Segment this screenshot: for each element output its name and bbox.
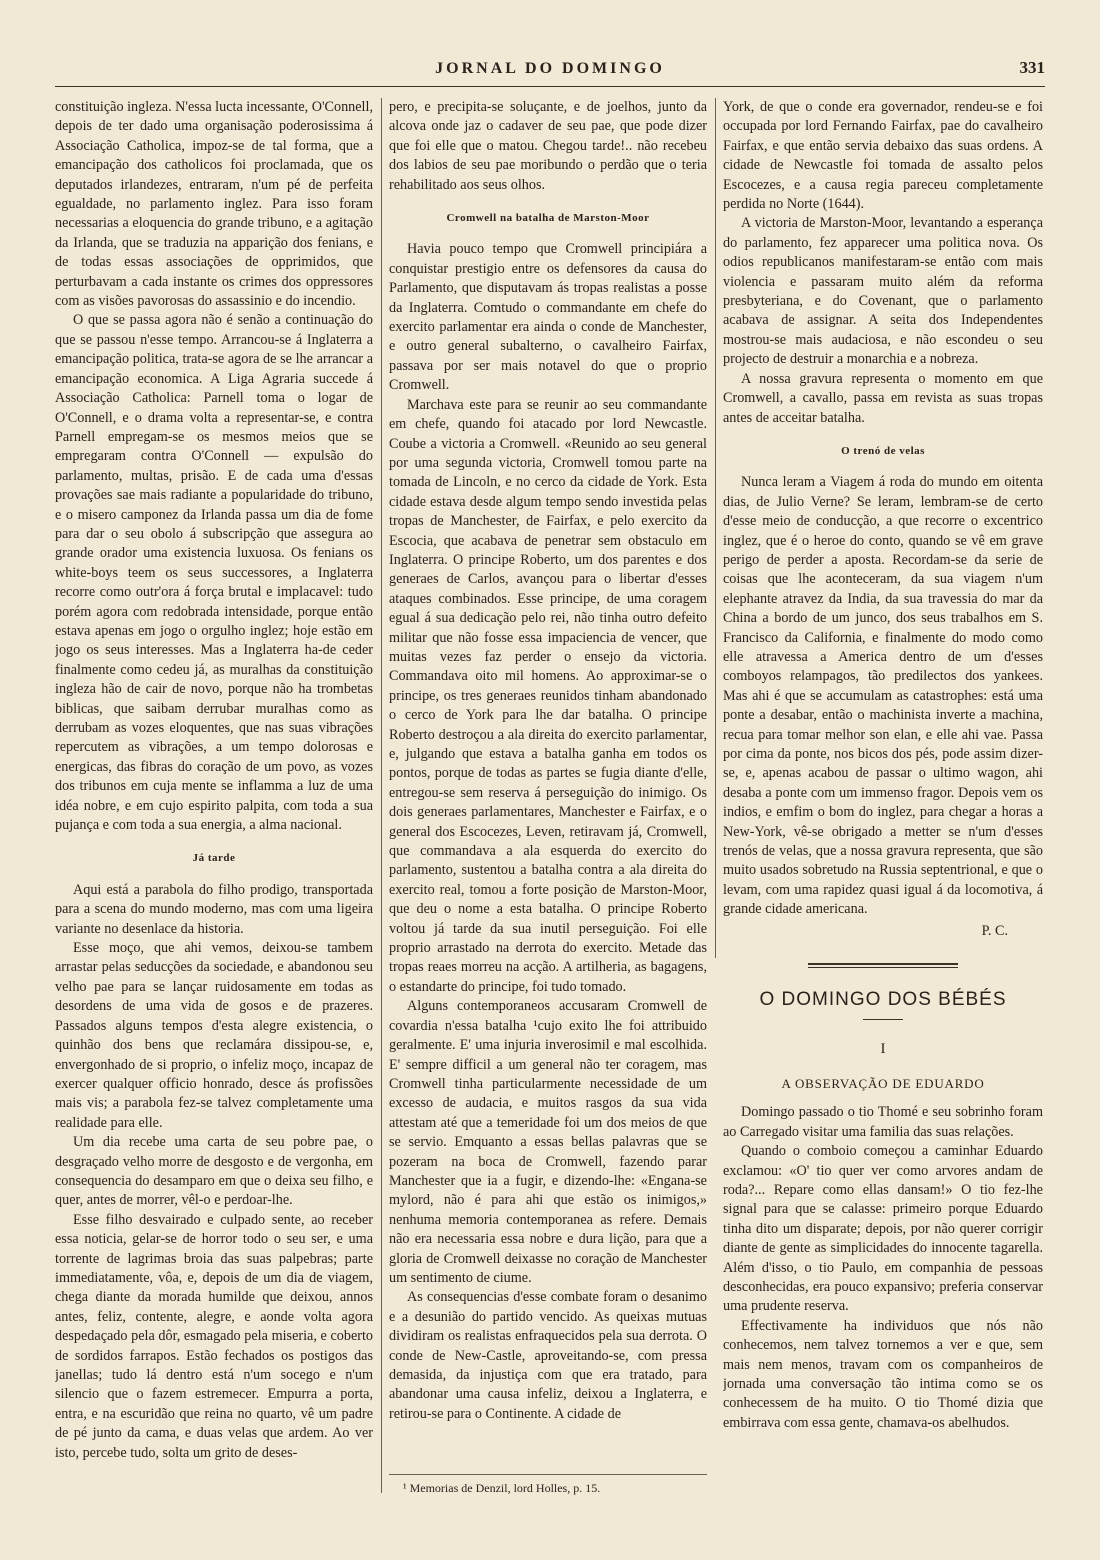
section-divider: [808, 963, 958, 968]
column-2: [389, 98, 707, 1530]
paragraph: Esse filho desvairado e culpado sente, ao receber essa noticia, gelar-se de horror todo o seu ser, e uma torrente de lagrimas broia das suas palpebras; parte immediatamente, vôa, e, depois de um dia de viagem, chega diante da morada humilde que deixou, annos antes, feliz, contente, alegre, e aonde volta agora despedaçado pela dôr, esmagado pela miseria, e coberto de sordidos farrapos. Estão fechados os postigos das janellas; tudo lá dentro está n'um socego e n'um silencio que o fazem estremecer. Empurra a porta, entra, e na escuridão que reina no quarto, vê um padre de pé junto da cama, e duas velas que ardem. Ao ver isto, percebe tudo, solta um grito de deses-: [55, 1211, 373, 1461]
paragraph: A victoria de Marston-Moor, levantando a esperança do parlamento, fez apparecer uma politica nova. Os odios republicanos manifestaram-se então com mais violencia e passaram muito além da reforma presbyteriana, e do Covenant, que o parlamento acabava de assignar. A seita dos Independentes mostrou-se mais audaciosa, e não escondeu o seu projecto de destruir a monarchia e a nobreza.: [723, 215, 1043, 368]
column-1: [55, 98, 373, 1530]
subsection-title: A OBSERVAÇÃO DE EDUARDO: [781, 1075, 985, 1091]
paragraph: Esse moço, que ahi vemos, deixou-se tambem arrastar pelas seducções da sociedade, e abandonou seu velho pae para se lançar ruidosamente em todas as desordens de uma vida de gosos e de prazeres. Passados alguns tempos d'esta alegre existencia, o quinhão dos bens que reclamára dissipou-se, e, envergonhado de si proprio, o infeliz moço, incapaz de exercer qualquer officio honrado, desce ás profissões mais vis; a parabola fez-se talvez completamente uma realidade para elle.: [55, 940, 373, 1131]
column-rule: [381, 98, 382, 1493]
paragraph: Marchava este para se reunir ao seu commandante em chefe, quando foi atacado por lord Newcastle. Coube a victoria a Cromwell. «Reunido ao seu general por uma segunda victoria, Cromwell tomou parte na tomada de Lincoln, e no cerco da cidade de York. Esta cidade estava desde algum tempo sendo investida pelas tropas de Manchester, de Fairfax, e pelo exercito da Escocia, que acabava de penetrar sem obstaculo em Inglaterra. O principe Roberto, um dos parentes e dos generaes de Carlos, avançou para o libertar d'esses ataques combinados. Esse principe, de uma coragem egual á sua dedicação pelo rei, não tinha outro defeito militar que não fosse essa impaciencia de vencer, que muitas vezes faz perder o ensejo da victoria. Commandava oito mil homens. Ao approximar-se o principe, os tres generaes reunidos tinham abandonado o cerco de York para lhe dar batalha. O principe Roberto destroçou a ala direita do exercito parlamentar, e, julgando que estava a batalha ganha em todos os pontos, porque de todas as partes se fugia diante d'elle, entregou-se sem reserva á perseguição do inimigo. Os dois generaes parlamentares, Manchester e Fairfax, e o general dos Escocezes, Leven, retiravam já, Cromwell, que commandava a ala esquerda do exercito do parlamento, sustentou a batalha contra a ala direita do exercito real, tomou a forte posição de Marston-Moor, que deu o nome a esta batalha. O principe Roberto voltou já tarde da sua inutil perseguição. Foi elle proprio arrastado na derrota do exercito. Metade das tropas reaes morreu na acção. A artilheria, as bagagens, o estandarte do principe, foi tudo tomado.: [389, 396, 707, 995]
paragraph: Effectivamente ha individuos que nós não conhecemos, nem talvez tornemos a ver e que, sem mais nem menos, travam com os companheiros de jornada uma conversação tão intima como se os conhecessem de ha muito. O tio Thomé dizia que embirrava com essa gente, chamava-os abelhudos.: [723, 1317, 1043, 1431]
paragraph: York, de que o conde era governador, rendeu-se e foi occupada por lord Fernando Fairfax, pae do cavalheiro Fairfax, e que então servia debaixo das suas ordens. A cidade de Newcastle foi tomada de assalto pelos Escocezes, e a causa regia pareceu completamente perdida no Norte (1644).: [723, 99, 1043, 213]
paragraph: constituição ingleza. N'essa lucta incessante, O'Connell, depois de ter dado uma organisação poderosissima á Associação Catholica, impoz-se de tal forma, que a emancipação dos catholicos foi proclamada, que os deputados irlandezes, entraram, n'um pé de perfeita egualdade, no parlamento inglez. Para isso foram necessarias a eloquencia do grande tribuno, e a agitação da Irlanda, que se traduzia na apparição dos fenians, e de todas essas associações de opprimidos, que perturbavam a cada instante os crimes dos oppressores com as visões pavorosas do assassinio e do incendio.: [55, 99, 373, 310]
article-heading-ja-tarde: Já tarde: [192, 852, 236, 865]
article-heading-treno: O trenó de velas: [841, 444, 925, 457]
footnote: ¹ Memorias de Denzil, lord Holles, p. 15.: [389, 1474, 707, 1496]
paragraph: pero, e precipita-se soluçante, e de joelhos, junto da alcova onde jaz o cadaver de seu pae, que pode dizer que foi elle que o matou. Chegou tarde!.. não recebeu dos labios de seu pae moribundo o perdão que o teria rehabilitado aos seus olhos.: [389, 99, 707, 193]
paragraph: As consequencias d'esse combate foram o desanimo e a desunião do partido vencido. As queixas mutuas dividiram os realistas enfraquecidos pela sua derrota. O conde de New-Castle, aproveitando-se, com pressa demasida, da injustiça com que era tratado, para abandonar uma causa infeliz, deixou a Inglaterra, e retirou-se para o Continente. A cidade de: [389, 1289, 707, 1422]
signature: P. C.: [981, 922, 1008, 939]
column-3: [723, 98, 1043, 1530]
paragraph: A nossa gravura representa o momento em que Cromwell, a cavallo, passa em revista as suas tropas antes de acceitar batalha.: [723, 370, 1043, 426]
paragraph: Havia pouco tempo que Cromwell principiára a conquistar prestigio entre os defensores da causa do Parlamento, que disputavam ás tropas realistas a posse da Inglaterra. Comtudo o commandante em chefe do exercito parlamentar era ainda o conde de Manchester, e outro general subalterno, o cavalheiro Fairfax, passava por ser mais notavel do que o proprio Cromwell.: [389, 241, 707, 394]
column-rule: [715, 98, 716, 958]
paragraph: Aqui está a parabola do filho prodigo, transportada para a scena do mundo moderno, mas com uma ligeira variante no desenlace da historia.: [55, 881, 373, 937]
paragraph: O que se passa agora não é senão a continuação do que se passou n'esse tempo. Arrancou-se á Inglaterra a emancipação politica, trata-se agora de se lhe arrancar a emancipação economica. A Liga Agraria succede á Associação Catholica: Parnell toma o logar de O'Connell, e o drama volta a representar-se, e contra Parnell empregam-se os mesmos meios que se empregaram contra O'Connell — expulsão do parlamento, multas, prisão. E de cada uma d'essas provações sae mais radiante a popularidade do tribuno, e o misero camponez da Irlanda passa um dia de fome para dar o seu obolo á subscripção que assegura ao grande orador uma existencia luxuosa. Os fenians os white-boys teem os seus successores, a Inglaterra recorre como outr'ora á força brutal e implacavel: tudo porém agora com redobrada intensidade, porque então estava apenas em jogo o orgulho inglez; hoje estão em jogo os seus interesses. Mas a Inglaterra ha-de ceder finalmente como cedeu já, as muralhas da constituição ingleza hão de cair de novo, porque não ha trombetas biblicas, que saibam derrubar muralhas como as derrubam as vozes eloquentes, que nas suas vibrações repercutem as vibrações, a um tempo dolorosas e energicas, das fibras do coração de um povo, as vozes dos tribunos em cuja mente se inflamma a luz de uma idéa nobre, e em cujo espirito palpita, com toda a sua pujança e com toda a sua energia, a alma nacional.: [55, 312, 373, 834]
paragraph: Nunca leram a Viagem á roda do mundo em oitenta dias, de Julio Verne? Se leram, lembram-se de certo d'esse meio de conducção, a que recorre o excentrico inglez, que é o heroe do conto, quando se vê em grave perigo de perder a aposta. Recordam-se da serie de coisas que lhe aconteceram, da sua viagem n'um elephante atravez da India, da sua travessia do mar da China a bordo de um junco, dos seus trabalhos em S. Francisco da California, e finalmente do modo como elle atravessa a America dentro de um d'esses comboyos relampagos, tão predilectos dos yankees. Mas ahi é que se accumulam as catastrophes: está uma ponte a desabar, então o machinista inverte a machina, recua para tomar melhor son elan, e elle ahi vae. Passa por cima da ponte, nos bicos dos pés, pode assim dizer-se, e, apenas acabou de passar o ultimo wagon, ahi desaba a ponte com um immenso fragor. Depois vem os indios, e emfim o bom do inglez, para chegar a horas a New-York, vê-se obrigado a metter se n'um d'esses trenós de velas, que a nossa gravura representa, que são muito usados sobretudo na Russia septentrional, e que o levam, com uma rapidez quasi igual á da locomotiva, á grande cidade americana.: [723, 474, 1043, 918]
paragraph: Quando o comboio começou a caminhar Eduardo exclamou: «O' tio quer ver como arvores andam de roda?... Repare como ellas dansam!» O tio fez-lhe signal para que se calasse: primeiro porque Eduardo tinha dito um disparate; depois, por não querer corrigir diante de gente as simplicidades do innocente tagarella. Além d'isso, o tio Paulo, em companhia de pessoas desconhecidas, era pouco expansivo; preferia conservar uma prudente reserva.: [723, 1143, 1043, 1315]
article-heading-cromwell: Cromwell na batalha de Marston-Moor: [446, 212, 650, 225]
paragraph: Um dia recebe uma carta de seu pobre pae, o desgraçado velho morre de desgosto e de vergonha, em consequencia do desamparo em que o deixa seu filho, e quer, antes de morrer, vêl-o e perdoar-lhe.: [55, 1134, 373, 1209]
paragraph: Alguns contemporaneos accusaram Cromwell de covardia n'essa batalha ¹cujo exito lhe foi attribuido geralmente. E' uma injuria inverosimil e mal escolhida. E' sempre difficil a um general não ter coragem, mas Cromwell tinha particularmente necessidade de um excesso de audacia, e muitos rasgos da sua vida attestam até que a temeridade foi um dos meios de que se servio. Emquanto a essas bellas palavras que se pozeram na boca de Cromwell, fazendo parar Manchester que ia a fugir, e dizendo-lhe: «Enganа-se mylord, não é para ahi que estão os inimigos,» nenhuma memoria contemporanea as refere. Demais não era necessaria essa nobre e dura lição, para que a gloria de Cromwell deixasse no coração de Manchester um sentimento de ciume.: [389, 998, 707, 1286]
masthead: [55, 56, 1045, 87]
chapter-number: I: [880, 1041, 886, 1058]
page-number: 331: [1019, 58, 1045, 77]
paragraph: Domingo passado o tio Thomé e seu sobrinho foram ao Carregado visitar uma familia das suas relações.: [723, 1104, 1043, 1140]
section-title: O DOMINGO DOS BÉBÉS: [759, 989, 1007, 1011]
newspaper-title: JORNAL DO DOMINGO: [435, 60, 665, 77]
title-rule: [863, 1019, 903, 1020]
